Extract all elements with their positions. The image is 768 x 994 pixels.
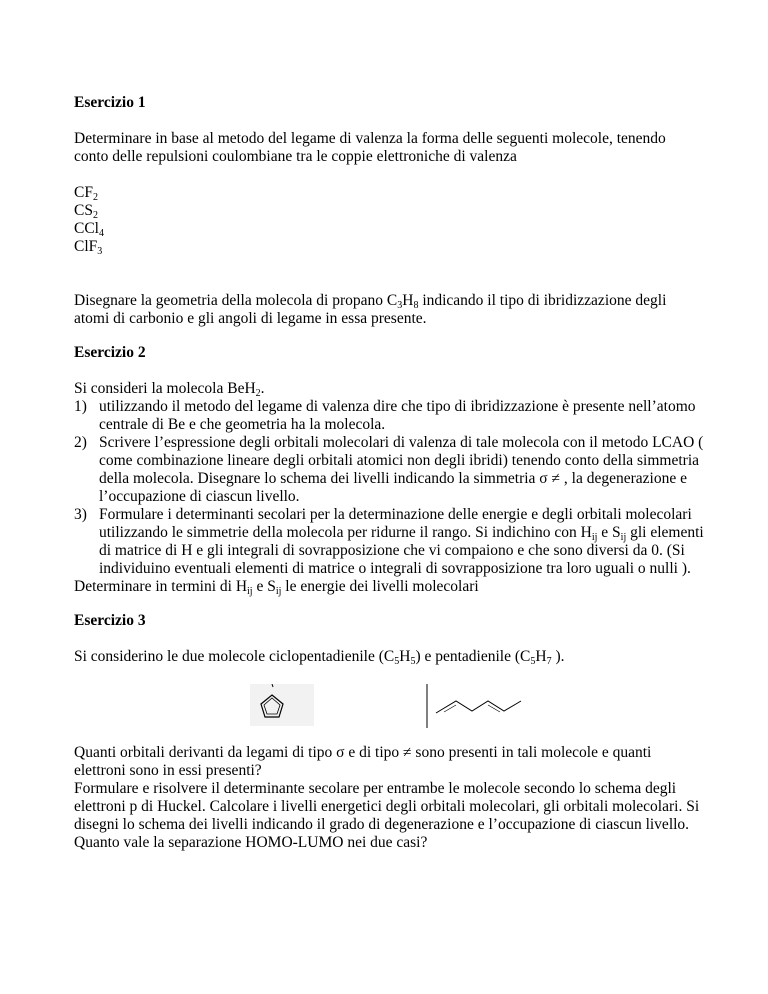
formula-subscript: ij: [275, 586, 282, 597]
molecule-item: [74, 202, 704, 220]
text-run: H: [535, 648, 547, 665]
molecule-item: [74, 184, 704, 202]
formula-subscript: ij: [620, 532, 627, 543]
text-run: le energie dei livelli molecolari: [281, 578, 479, 595]
text-run: Si consideri la molecola BeH: [74, 380, 256, 397]
text-run: Si considerino le due molecole ciclopentadienile (C: [74, 648, 395, 665]
document-page: [74, 94, 704, 852]
cyclopentadienyl-structure: [250, 684, 314, 726]
exercise-3-question-1: Quanti orbitali derivanti da legami di tipo σ e di tipo ≠ sono presenti in tali molecole e quanti elettroni sono in essi presenti?: [74, 744, 652, 779]
exercise-1-intro: Determinare in base al metodo del legame di valenza la forma delle seguenti molecole, tenendo conto delle repulsioni coulombiane tra le coppie elettroniche di valenza: [74, 130, 666, 165]
formula-subscript: 3: [97, 246, 103, 257]
formula-subscript: 5: [394, 656, 400, 667]
molecule-formula: CS: [74, 202, 93, 219]
text-run: ) e pentadienile (C: [415, 648, 531, 665]
pentadienyl-structure: [426, 684, 523, 728]
formula-subscript: 5: [410, 656, 416, 667]
text-run: Formulare i determinanti secolari per la determinazione delle energie e degli orbitali molecolari utilizzando le simmetrie della molecola per ridurne il rango. Si indichino con H: [99, 506, 692, 541]
list-item: [74, 398, 704, 434]
text-run: Determinare in termini di H: [74, 578, 248, 595]
exercise-3-heading: Esercizio 3: [74, 612, 146, 629]
list-item: [74, 434, 704, 506]
propane-question: [74, 292, 704, 328]
formula-subscript: ij: [247, 586, 253, 597]
exercise-3-intro: [74, 648, 704, 666]
exercise-2-list: [74, 398, 704, 578]
formula-subscript: ij: [591, 532, 598, 543]
text-run: Disegnare la geometria della molecola di propano C: [74, 292, 398, 309]
molecule-formula: CCl: [74, 220, 99, 237]
exercise-2-final: [74, 578, 704, 596]
cyclopentadienyl-ring-icon: [250, 684, 314, 726]
list-item: [74, 506, 704, 578]
text-run: .: [260, 380, 265, 397]
formula-subscript: 5: [530, 656, 536, 667]
formula-subscript: 8: [413, 300, 419, 311]
formula-subscript: 2: [255, 388, 261, 399]
molecule-list: [74, 184, 704, 256]
molecule-formula: CF: [74, 184, 93, 201]
exercise-3-question-2: Formulare e risolvere il determinante secolare per entrambe le molecole secondo lo schema degli elettroni p di Huckel. Calcolare i livelli energetici degli orbitali molecolari, gli orbitali molecolari. Si disegni lo schema dei livelli indicando il grado di degenerazione e l’occupazione di ciascun livello. Quanto vale la separazione HOMO-LUMO nei due casi?: [74, 780, 700, 851]
exercise-2-heading: Esercizio 2: [74, 344, 146, 361]
formula-subscript: 3: [397, 300, 403, 311]
formula-subscript: 4: [98, 228, 104, 239]
molecule-item: [74, 238, 704, 256]
list-number: 1): [74, 398, 87, 415]
text-run: H: [402, 292, 414, 309]
text-run: H: [399, 648, 411, 665]
molecule-item: [74, 220, 704, 238]
formula-subscript: 2: [92, 192, 98, 203]
text-run: ).: [551, 648, 565, 665]
text-run: e S: [597, 524, 621, 541]
text-run: e S: [252, 578, 276, 595]
list-number: 2): [74, 434, 87, 451]
list-number: 3): [74, 506, 87, 523]
pentadienyl-chain-icon: [426, 684, 523, 728]
text-run: gli elementi di matrice di H e gli integrali di sovrapposizione che vi compaiono e che sono diversi da 0. (Si individuino eventuali elementi di matrice o integrali di sovrapposizione tra loro uguali o nulli ).: [99, 524, 704, 577]
formula-subscript: 7: [546, 656, 552, 667]
exercise-2-intro: [74, 380, 704, 398]
list-item-text: [99, 506, 704, 577]
list-item-text: Scrivere l’espressione degli orbitali molecolari di valenza di tale molecola con il metodo LCAO ( come combinazione lineare degli orbitali atomici non degli ibridi) tenendo conto della simmetria della molecola. Disegnare lo schema dei livelli indicando la simmetria σ ≠ , la degenerazione e l’occupazione di ciascun livello.: [99, 434, 704, 505]
formula-subscript: 2: [92, 210, 98, 221]
text-run: indicando il tipo di ibridizzazione degli atomi di carbonio e gli angoli di legame in essa presente.: [74, 292, 667, 327]
list-item-text: utilizzando il metodo del legame di valenza dire che tipo di ibridizzazione è presente nell’atomo centrale di Be e che geometria ha la molecola.: [99, 398, 696, 433]
molecule-figures: [74, 684, 704, 744]
molecule-formula: ClF: [74, 238, 98, 255]
exercise-1-heading: Esercizio 1: [74, 94, 146, 111]
